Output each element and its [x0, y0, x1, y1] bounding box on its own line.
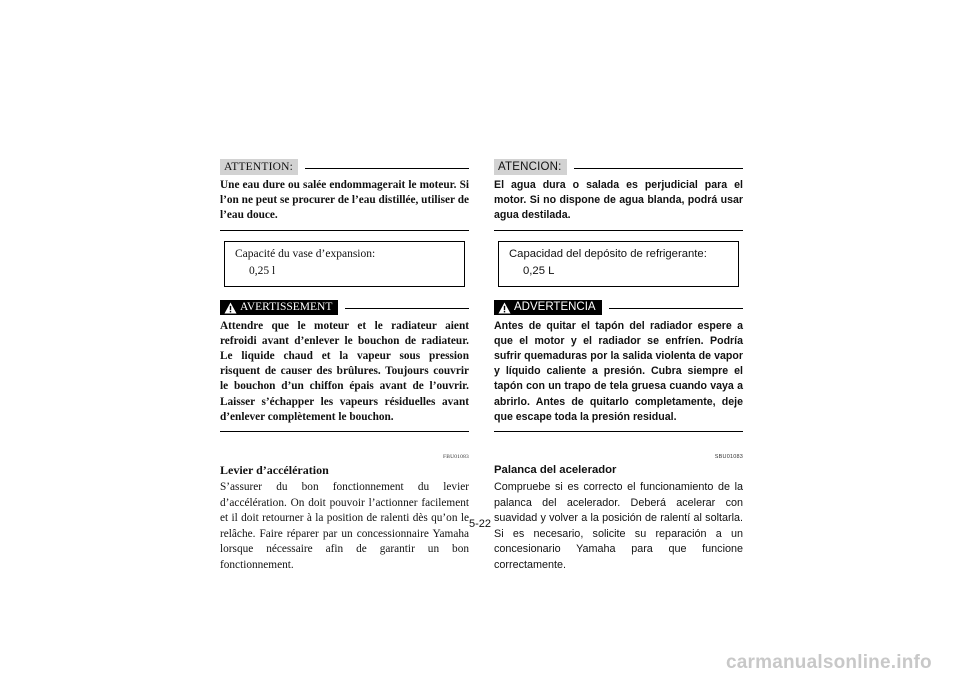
page-number: 5-22	[468, 518, 492, 530]
warning-label: ADVERTENCIA	[514, 301, 596, 314]
divider	[494, 431, 743, 432]
capacity-value: 0,25 L	[523, 264, 555, 277]
warning-triangle-icon	[224, 302, 237, 314]
capacity-box	[498, 241, 739, 287]
warning-triangle-icon	[498, 302, 511, 314]
section-code: SBU01083	[714, 454, 743, 461]
section-title: Levier d’accélération	[220, 463, 329, 478]
attention-text: Une eau dure ou salée endommagerait le moteur. Si l’on ne peut se procurer de l’eau distillée, utiliser de l’eau douce.	[220, 179, 469, 222]
section-title: Palanca del acelerador	[494, 464, 617, 477]
warning-badge	[220, 300, 338, 315]
warning-header	[220, 299, 469, 317]
warning-header	[494, 299, 743, 317]
divider	[220, 230, 469, 231]
watermark: carmanualsonline.info	[726, 652, 932, 673]
capacity-box	[224, 241, 465, 287]
attention-label: ATENCION:	[494, 159, 567, 175]
divider	[220, 431, 469, 432]
attention-label: ATTENTION:	[220, 159, 298, 175]
attention-header	[220, 158, 469, 176]
attention-header	[494, 158, 743, 176]
section-text: S’assurer du bon fonctionnement du levier d’accélération. On doit pouvoir l’actionner facilement et il doit retourner à la position de ralenti dès qu’on le relâche. Faire réparer par un concessionnaire Yamaha lorsque nécessaire afin de garantir un bon fonctionnement.	[220, 481, 469, 571]
header-rule	[345, 308, 469, 309]
header-rule	[305, 168, 469, 169]
warning-text: Attendre que le moteur et le radiateur aient refroidi avant d’enlever le bouchon de radiateur. Le liquide chaud et la vapeur sous pression risquent de causer des brûlures. Toujours couvrir le bouchon d’un chiffon épais avant de l’ouvrir. Laisser s’échapper les vapeurs résiduelles avant d’enlever complètement le bouchon.	[220, 319, 469, 423]
warning-label: AVERTISSEMENT	[240, 301, 333, 314]
warning-badge	[494, 300, 602, 315]
header-rule	[609, 308, 743, 309]
section-code: FBU01083	[442, 454, 469, 461]
capacity-label: Capacité du vase d’expansion:	[235, 247, 376, 260]
french-column	[220, 158, 469, 573]
attention-text: El agua dura o salada es perjudicial para el motor. Si no dispone de agua blanda, podrá usar agua destilada.	[494, 179, 743, 222]
warning-text: Antes de quitar el tapón del radiador espere a que el motor y el radiador se enfríen. Podría sufrir quemaduras por la salida violenta de vapor y líquido caliente a presión. Cubra siempre el tapón con un trapo de tela gruesa cuando vaya a abrirlo. Antes de quitarlo completamente, deje que escape toda la presión residual.	[494, 319, 743, 423]
capacity-label: Capacidad del depósito de refrigerante:	[509, 247, 707, 260]
spanish-column	[494, 158, 743, 573]
capacity-value: 0,25 l	[249, 264, 276, 277]
section-text: Compruebe si es correcto el funcionamiento de la palanca del acelerador. Deberá acelerar con suavidad y volver a la posición de ralentí al soltarla. Si es necesario, solicite su reparación a un concesionario Yamaha para que funcione correctamente.	[494, 481, 743, 571]
divider	[494, 230, 743, 231]
header-rule	[574, 168, 743, 169]
